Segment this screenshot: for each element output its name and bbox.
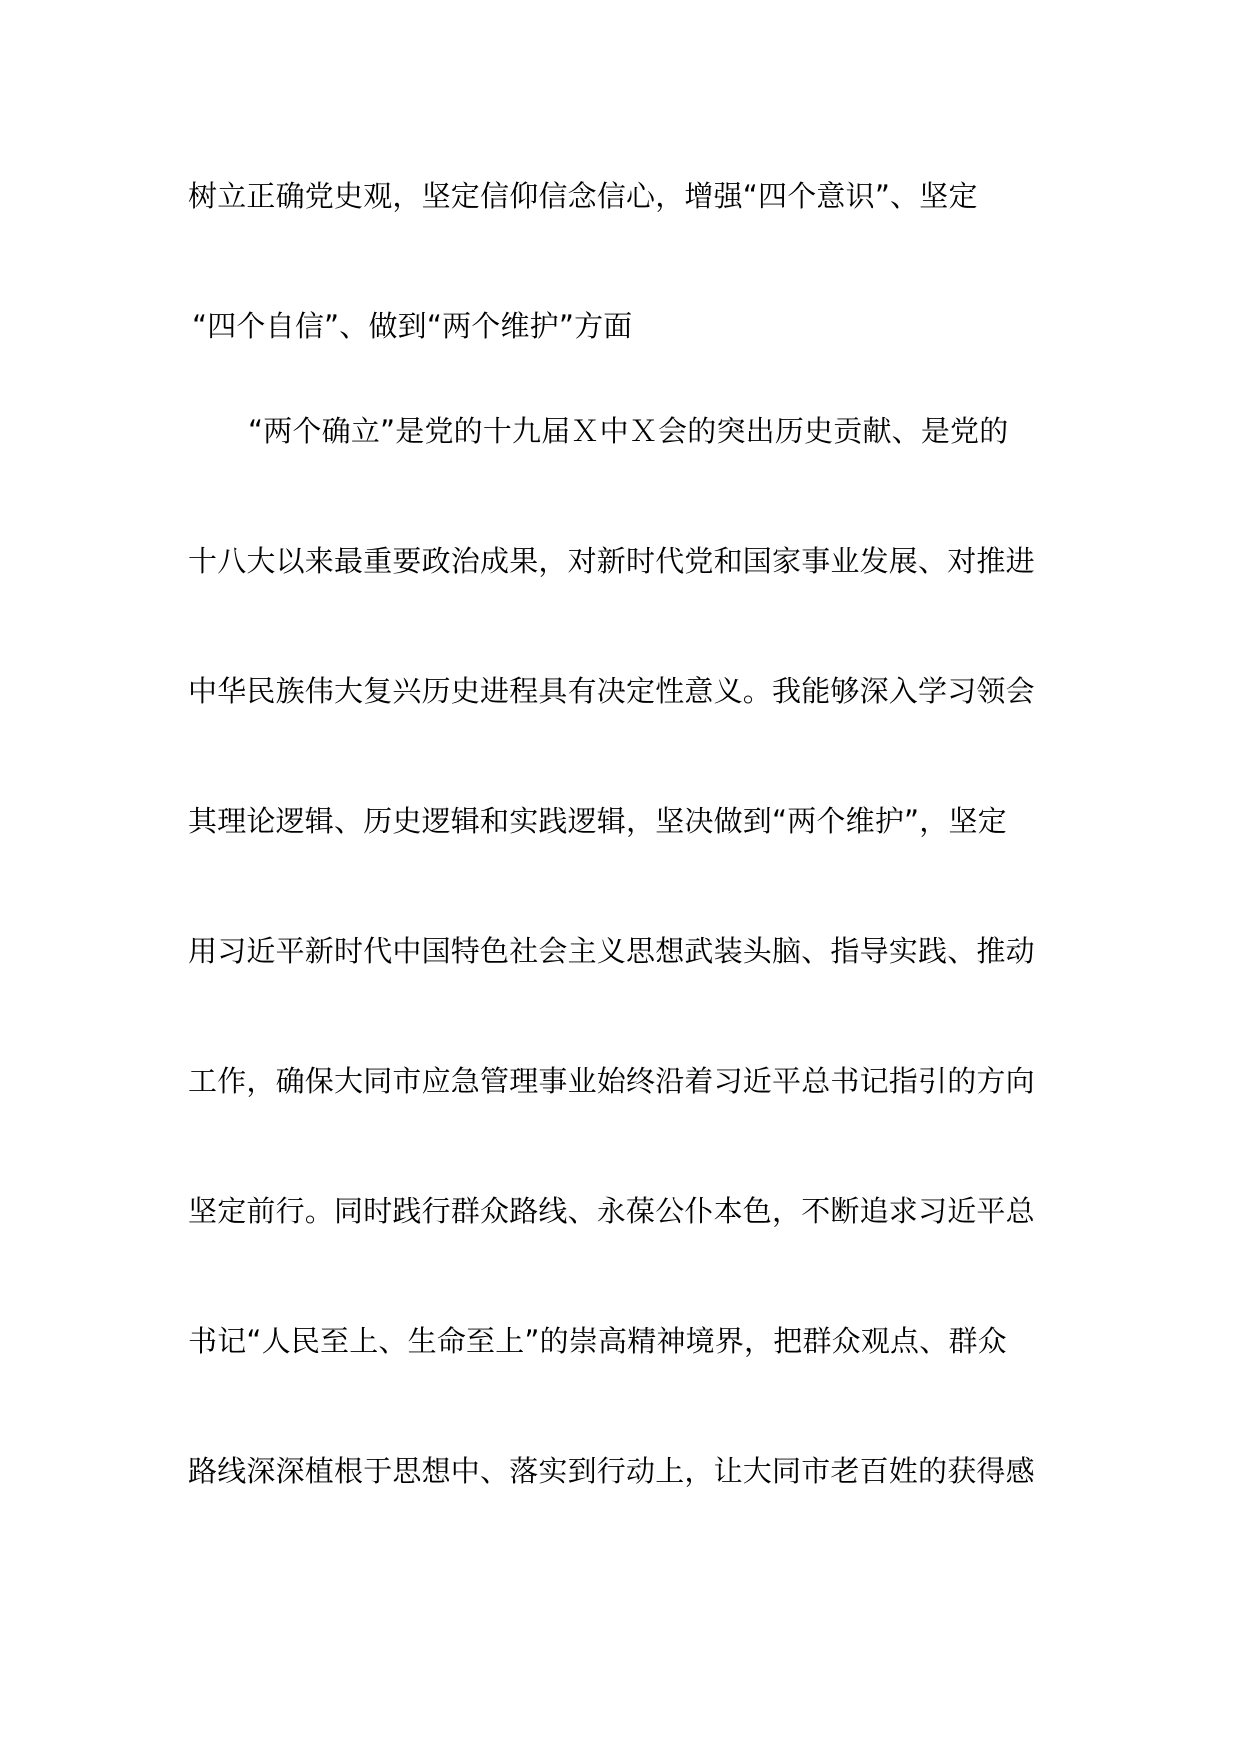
heading-line-2: “四个自信”、做到“两个维护”方面 [192, 309, 633, 343]
paragraph-line-8: 书记“人民至上、生命至上”的崇高精神境界，把群众观点、群众 [188, 1324, 1007, 1358]
heading-line-1: 树立正确党史观，坚定信仰信念信心，增强“四个意识”、坚定 [188, 179, 978, 213]
paragraph-line-1: “两个确立”是党的十九届Ｘ中Ｘ会的突出历史贡献、是党的 [248, 414, 1009, 448]
paragraph-line-9: 路线深深植根于思想中、落实到行动上，让大同市老百姓的获得感 [188, 1454, 1035, 1488]
paragraph-line-5: 用习近平新时代中国特色社会主义思想武装头脑、指导实践、推动 [188, 934, 1035, 968]
paragraph-line-3: 中华民族伟大复兴历史进程具有决定性意义。我能够深入学习领会 [188, 674, 1035, 708]
paragraph-line-6: 工作，确保大同市应急管理事业始终沿着习近平总书记指引的方向 [188, 1064, 1035, 1098]
paragraph-line-2: 十八大以来最重要政治成果，对新时代党和国家事业发展、对推进 [188, 544, 1035, 578]
paragraph-line-7: 坚定前行。同时践行群众路线、永葆公仆本色，不断追求习近平总 [188, 1194, 1035, 1228]
paragraph-line-4: 其理论逻辑、历史逻辑和实践逻辑，坚决做到“两个维护”，坚定 [188, 804, 1007, 838]
